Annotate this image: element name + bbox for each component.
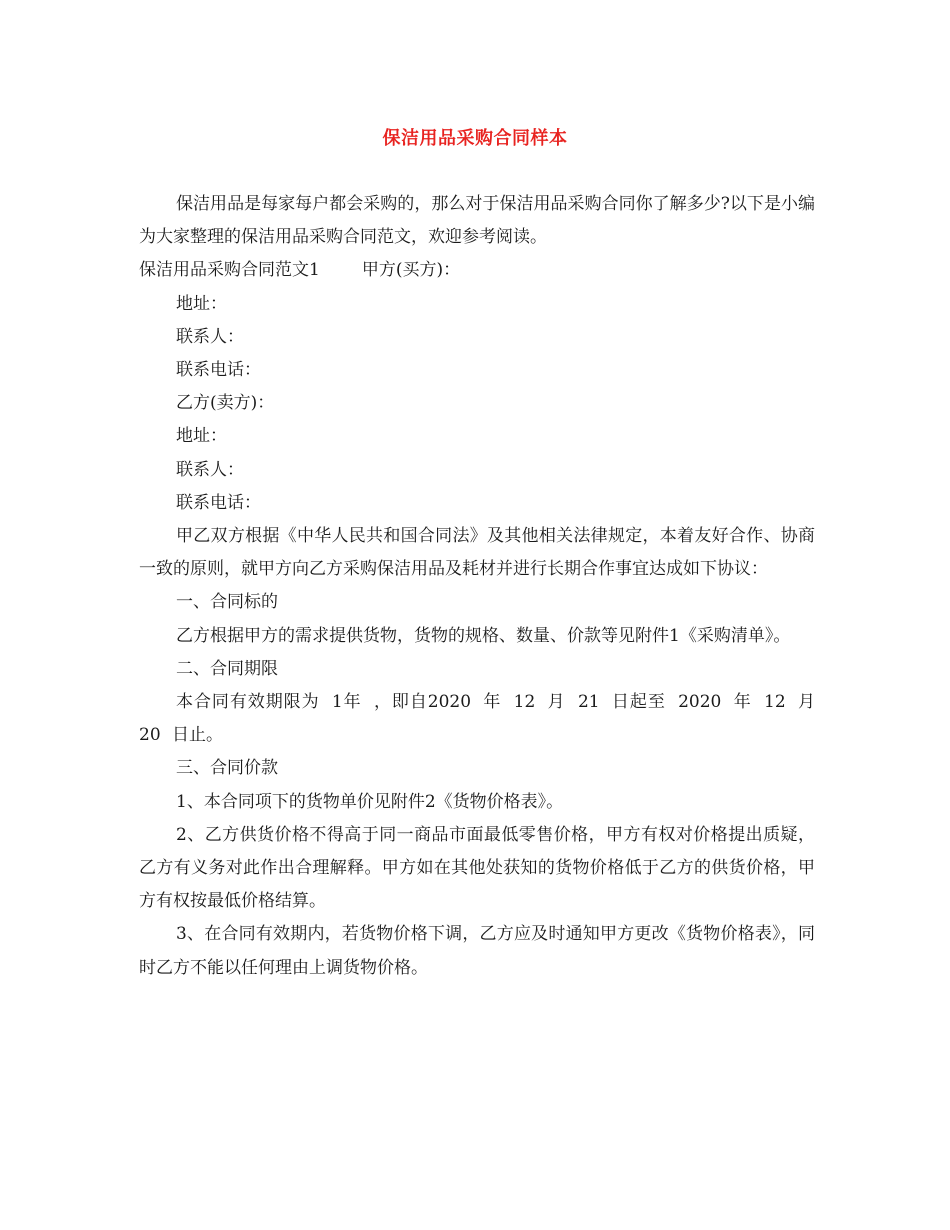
party-a-phone: 联系电话： <box>176 360 261 381</box>
sample-heading-line <box>139 254 815 287</box>
section3-item3: 3、在合同有效期内，若货物价格下调，乙方应及时通知甲方更改《货物价格表》，同时乙方不能以任何理由上调货物价格。 <box>139 924 815 978</box>
party-b-contact: 联系人： <box>176 459 244 480</box>
section3-item2: 2、乙方供货价格不得高于同一商品市面最低零售价格，甲方有权对价格提出质疑，乙方有义务对此作出合理解释。甲方如在其他处获知的货物价格低于乙方的供货价格，甲方有权按最低价格结算。 <box>139 824 815 912</box>
party-b-phone: 联系电话： <box>176 492 261 513</box>
party-a-label: 甲方(买方)： <box>361 260 461 281</box>
section1-heading: 一、合同标的 <box>176 592 278 613</box>
document-title: 保洁用品采购合同样本 <box>382 128 568 149</box>
section1-text: 乙方根据甲方的需求提供货物，货物的规格、数量、价款等见附件1《采购清单》。 <box>176 625 791 646</box>
intro-paragraph: 保洁用品是每家每户都会采购的，那么对于保洁用品采购合同你了解多少?以下是小编为大家整理的保洁用品采购合同范文，欢迎参考阅读。 <box>139 194 815 248</box>
section3-item1: 1、本合同项下的货物单价见附件2《货物价格表》。 <box>176 791 564 812</box>
party-b-label: 乙方(卖方)： <box>176 393 275 414</box>
party-b-address: 地址： <box>176 426 227 447</box>
preamble-paragraph: 甲乙双方根据《中华人民共和国合同法》及其他相关法律规定，本着友好合作、协商一致的原则，就甲方向乙方采购保洁用品及耗材并进行长期合作事宜达成如下协议： <box>139 526 815 580</box>
party-a-address: 地址： <box>176 293 227 314</box>
party-a-contact: 联系人： <box>176 326 244 347</box>
section2-heading: 二、合同期限 <box>176 658 278 679</box>
sample-label: 保洁用品采购合同范文1 <box>139 260 320 281</box>
section2-text: 本合同有效期限为 1年 ，即自2020 年 12 月 21 日起至 2020 年 12 月 20 日止。 <box>139 692 815 746</box>
document-body <box>139 188 815 985</box>
section3-heading: 三、合同价款 <box>176 758 278 779</box>
